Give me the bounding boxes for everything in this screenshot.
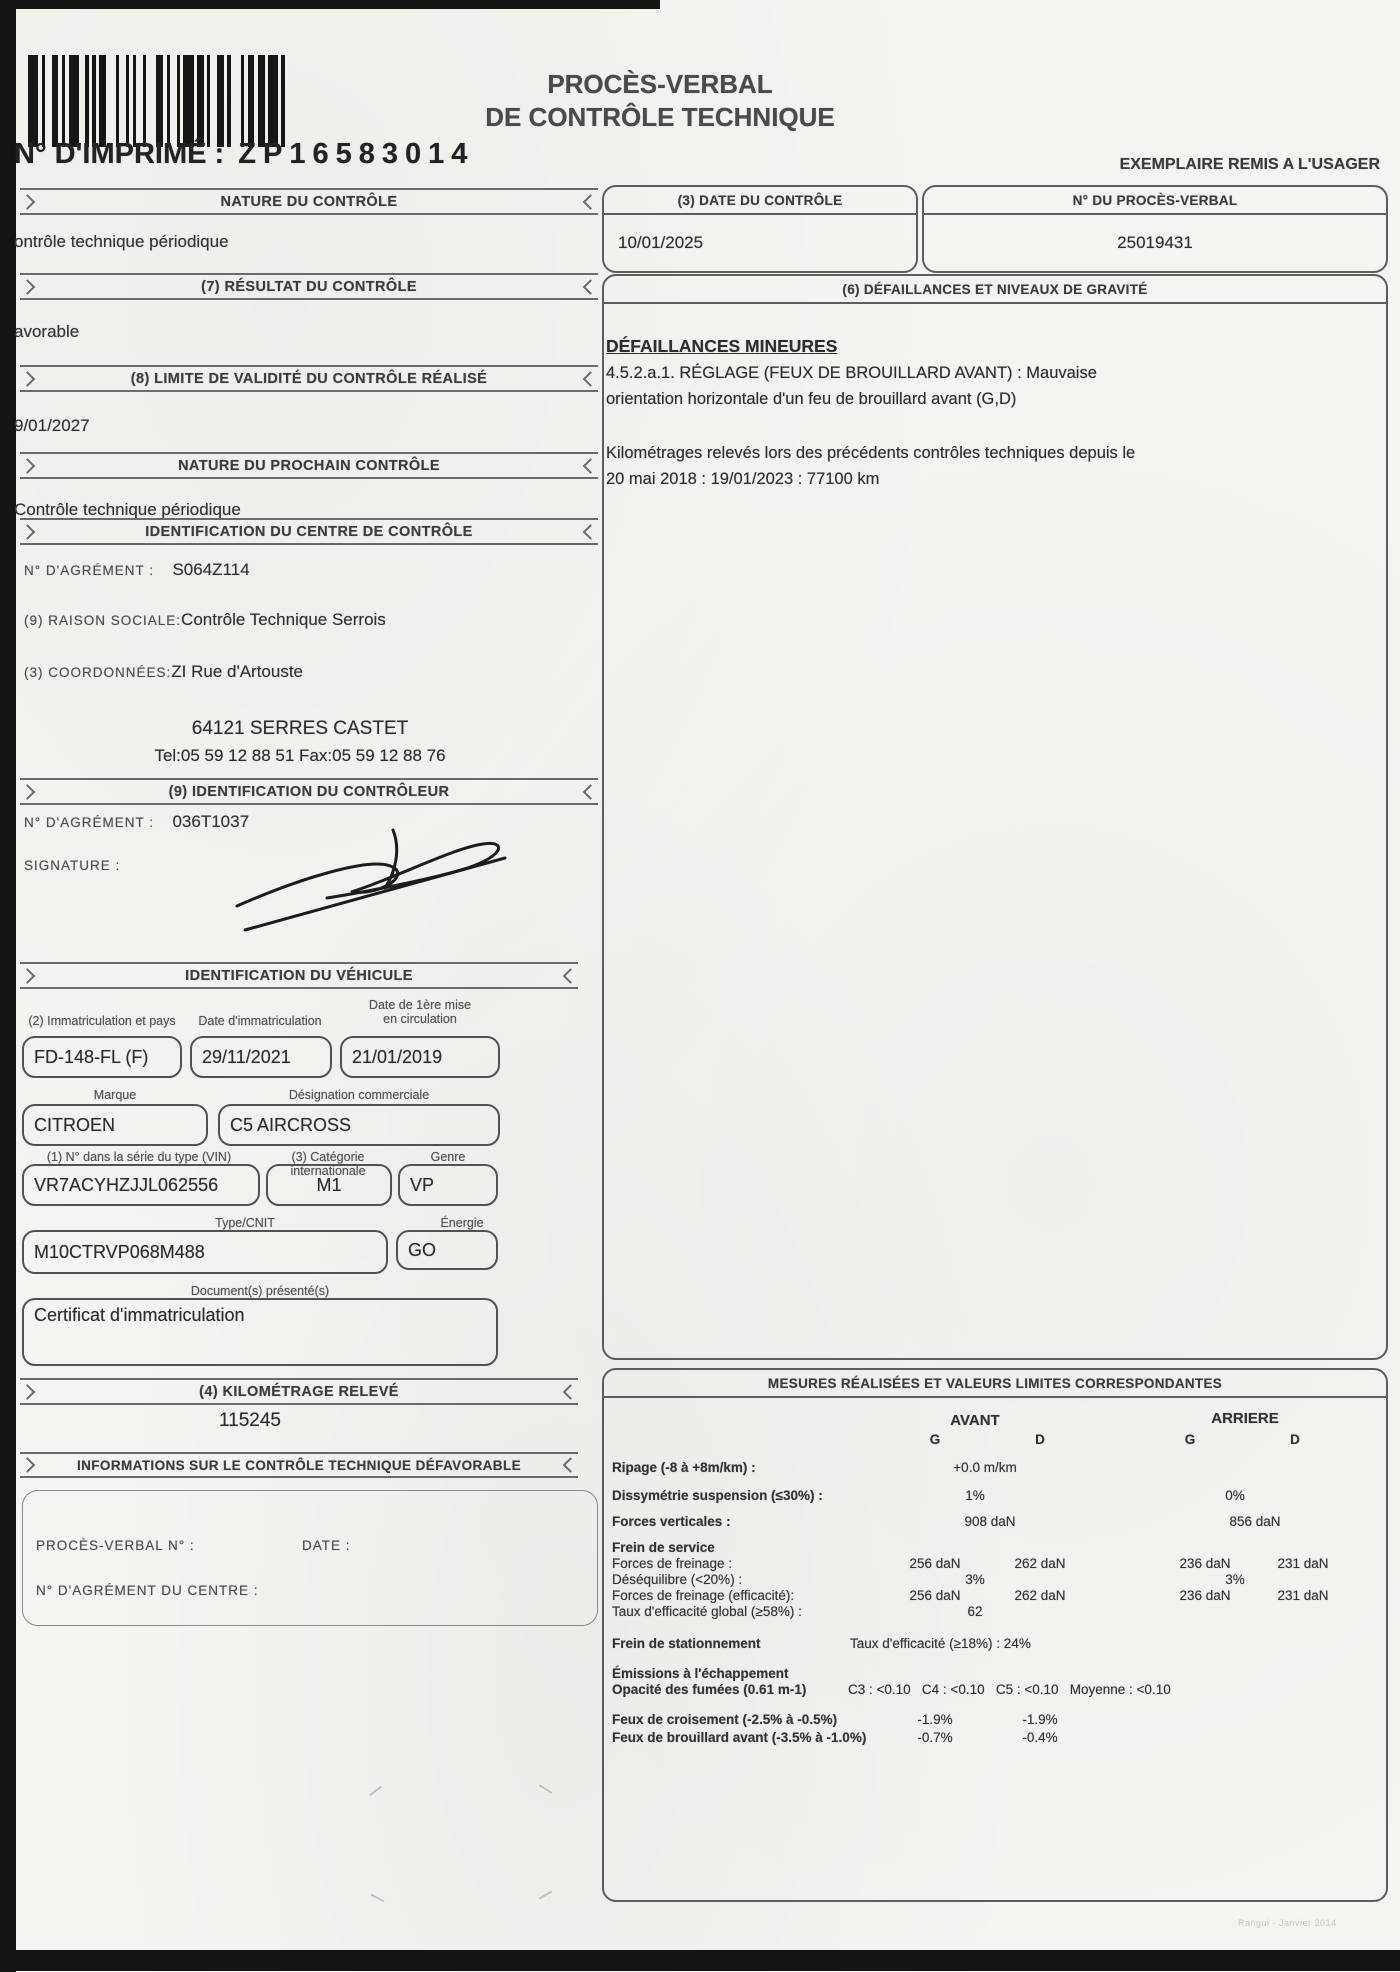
mesures-box (602, 1368, 1388, 1902)
forces-freinage-avant-d: 262 daN (1014, 1556, 1066, 1571)
energie-value-box: GO (396, 1230, 498, 1270)
section-header-controleur: (9) IDENTIFICATION DU CONTRÔLEUR (20, 778, 598, 805)
scan-edge-top (0, 0, 660, 9)
centre-agrement-value: S064Z114 (172, 560, 250, 579)
mesures-header: MESURES RÉALISÉES ET VALEURS LIMITES CORRESPONDANTES (604, 1370, 1386, 1398)
frein-stationnement-value: Taux d'efficacité (≥18%) : 24% (850, 1636, 1031, 1651)
frein-stationnement-label: Frein de stationnement (612, 1636, 761, 1651)
defaillances-km-line1: Kilométrages relevés lors des précédents contrôles techniques depuis le (606, 444, 1136, 462)
col-arriere-g: G (1184, 1432, 1196, 1447)
date-controle-value: 10/01/2025 (618, 233, 704, 252)
vin-value-box: VR7ACYHZJJL062556 (22, 1164, 260, 1206)
marque-label: Marque (93, 1088, 137, 1102)
energie-label: Énergie (440, 1216, 484, 1230)
desequilibre-label: Déséquilibre (<20%) : (612, 1572, 743, 1587)
feux-brouillard-g: -0.7% (917, 1730, 953, 1745)
print-number-value: ZP16583014 (238, 138, 475, 170)
genre-label: Genre (430, 1150, 466, 1164)
feux-brouillard-label: Feux de brouillard avant (-3.5% à -1.0%) (612, 1730, 867, 1745)
copy-note: EXEMPLAIRE REMIS A L'USAGER (1119, 156, 1380, 173)
dissymetrie-arriere: 0% (1225, 1488, 1245, 1503)
defaillances-header: (6) DÉFAILLANCES ET NIVEAUX DE GRAVITÉ (604, 276, 1386, 304)
feux-croisement-label: Feux de croisement (-2.5% à -0.5%) (612, 1712, 838, 1727)
numero-pv-header: N° DU PROCÈS-VERBAL (924, 187, 1386, 215)
taux-global-value: 62 (967, 1604, 983, 1619)
info-pv-label: PROCÈS-VERBAL N° : (36, 1538, 195, 1553)
scan-edge-left (0, 0, 16, 1972)
forces-verticales-label: Forces verticales : (612, 1514, 731, 1529)
dissymetrie-label: Dissymétrie suspension (≤30%) : (612, 1488, 823, 1503)
date-controle-box (602, 185, 918, 273)
info-date-label: DATE : (302, 1538, 351, 1553)
feux-brouillard-d: -0.4% (1022, 1730, 1058, 1745)
defaillances-gravity-title: DÉFAILLANCES MINEURES (606, 336, 838, 356)
controleur-agrement-label: N° D'AGRÉMENT : (24, 815, 154, 830)
print-number-line (14, 138, 474, 171)
defaillance-item-line1: 4.5.2.a.1. RÉGLAGE (FEUX DE BROUILLARD AVANT) : Mauvaise (606, 364, 1097, 382)
info-agrement-label: N° D'AGRÉMENT DU CENTRE : (36, 1583, 259, 1598)
defaillances-box (602, 274, 1388, 1360)
col-header-arriere: ARRIERE (1211, 1410, 1279, 1427)
footer-fine-print: Rangui - Janvier 2014 (1238, 1918, 1337, 1928)
marque-value-box: CITROEN (22, 1104, 208, 1146)
centre-agrement-line (24, 560, 250, 580)
documents-value-box: Certificat d'immatriculation (22, 1298, 498, 1366)
desequilibre-avant: 3% (965, 1572, 985, 1587)
scan-artifact-mark (539, 1890, 553, 1899)
controleur-agrement-value: 036T1037 (172, 812, 250, 831)
title-line1: PROCÈS-VERBAL (547, 69, 773, 99)
section-header-limite-validite: (8) LIMITE DE VALIDITÉ DU CONTRÔLE RÉALISÉ (20, 365, 598, 392)
scan-artifact-mark (369, 1786, 382, 1797)
categorie-value-box: M1 (266, 1164, 392, 1206)
section-header-resultat: (7) RÉSULTAT DU CONTRÔLE (20, 273, 598, 300)
defaillance-item-line2: orientation horizontale d'un feu de brouillard avant (G,D) (606, 390, 1017, 408)
section-header-nature-controle: NATURE DU CONTRÔLE (20, 188, 598, 215)
signature-label: SIGNATURE : (24, 858, 121, 873)
categorie-label: (3) Catégorie internationale (290, 1150, 366, 1178)
taux-global-label: Taux d'efficacité global (≥58%) : (612, 1604, 802, 1619)
raison-sociale-label: (9) RAISON SOCIALE: (24, 613, 182, 628)
barcode (28, 55, 292, 147)
date-immat-value-box: 29/11/2021 (190, 1036, 332, 1078)
opacite-label: Opacité des fumées (0.61 m-1) (612, 1682, 807, 1697)
kilometrage-value: 115245 (219, 1410, 281, 1431)
centre-coordonnees-line (24, 662, 303, 682)
numero-pv-value: 25019431 (1117, 233, 1193, 252)
scan-artifact-mark (539, 1784, 553, 1794)
vin-label: (1) N° dans la série du type (VIN) (46, 1150, 232, 1164)
prochain-controle-value: Contrôle technique périodique (14, 500, 241, 519)
centre-ville: 64121 SERRES CASTET (191, 718, 409, 739)
resultat-value: avorable (14, 322, 80, 341)
immat-label: (2) Immatriculation et pays (28, 1014, 176, 1028)
forces-freinage-arriere-g: 236 daN (1179, 1556, 1231, 1571)
forces-eff-avant-d: 262 daN (1014, 1588, 1066, 1603)
ripage-label: Ripage (-8 à +8m/km) : (612, 1460, 756, 1475)
type-cnit-value-box: M10CTRVP068M488 (22, 1230, 388, 1274)
numero-pv-box (922, 185, 1388, 273)
designation-label: Désignation commerciale (288, 1088, 430, 1102)
col-header-avant: AVANT (950, 1412, 1000, 1429)
forces-freinage-label: Forces de freinage : (612, 1556, 733, 1571)
desequilibre-arriere: 3% (1225, 1572, 1245, 1587)
type-cnit-label: Type/CNIT (215, 1216, 275, 1230)
scan-edge-bottom (0, 1950, 1400, 1971)
centre-tel-fax: Tel:05 59 12 88 51 Fax:05 59 12 88 76 (154, 746, 446, 765)
print-number-label: N° D'IMPRIMÉ : (14, 138, 225, 170)
forces-freinage-arriere-d: 231 daN (1277, 1556, 1329, 1571)
title-line2: DE CONTRÔLE TECHNIQUE (485, 102, 835, 132)
forces-freinage-avant-g: 256 daN (909, 1556, 961, 1571)
forces-eff-avant-g: 256 daN (909, 1588, 961, 1603)
col-avant-g: G (929, 1432, 941, 1447)
col-arriere-d: D (1290, 1432, 1300, 1447)
feux-croisement-d: -1.9% (1022, 1712, 1058, 1727)
centre-raison-sociale-line (24, 610, 386, 630)
date-mec-label: Date de 1ère mise en circulation (368, 998, 472, 1026)
section-header-prochain-controle: NATURE DU PROCHAIN CONTRÔLE (20, 452, 598, 479)
scan-artifact-mark (370, 1894, 384, 1903)
section-header-info-defavorable: INFORMATIONS SUR LE CONTRÔLE TECHNIQUE DÉFAVORABLE (20, 1452, 578, 1478)
defaillances-km-line2: 20 mai 2018 : 19/01/2023 : 77100 km (606, 470, 880, 488)
section-header-centre: IDENTIFICATION DU CENTRE DE CONTRÔLE (20, 518, 598, 545)
feux-croisement-g: -1.9% (917, 1712, 953, 1727)
document-title (480, 68, 840, 134)
nature-controle-value: ontrôle technique périodique (14, 232, 229, 251)
date-controle-header: (3) DATE DU CONTRÔLE (604, 187, 916, 215)
forces-verticales-arriere: 856 daN (1229, 1514, 1281, 1529)
forces-verticales-avant: 908 daN (964, 1514, 1016, 1529)
date-mec-value-box: 21/01/2019 (340, 1036, 500, 1078)
info-defavorable-box (22, 1490, 598, 1626)
frein-service-title: Frein de service (612, 1540, 715, 1555)
documents-label: Document(s) présenté(s) (190, 1284, 330, 1298)
dissymetrie-avant: 1% (965, 1488, 985, 1503)
immat-value-box: FD-148-FL (F) (22, 1036, 182, 1078)
limite-validite-value: 9/01/2027 (14, 416, 90, 435)
col-avant-d: D (1035, 1432, 1045, 1447)
forces-eff-arriere-d: 231 daN (1277, 1588, 1329, 1603)
section-header-kilometrage: (4) KILOMÉTRAGE RELEVÉ (20, 1378, 578, 1405)
coordonnees-value: ZI Rue d'Artouste (171, 662, 304, 681)
designation-value-box: C5 AIRCROSS (218, 1104, 500, 1146)
genre-value-box: VP (398, 1164, 498, 1206)
ripage-avant: +0.0 m/km (953, 1460, 1017, 1475)
emissions-title: Émissions à l'échappement (612, 1666, 789, 1681)
controller-signature (215, 818, 535, 943)
raison-sociale-value: Contrôle Technique Serrois (181, 610, 386, 629)
forces-eff-arriere-g: 236 daN (1179, 1588, 1231, 1603)
date-immat-label: Date d'immatriculation (198, 1014, 322, 1028)
coordonnees-label: (3) COORDONNÉES: (24, 665, 172, 680)
centre-agrement-label: N° D'AGRÉMENT : (24, 563, 154, 578)
section-header-vehicule: IDENTIFICATION DU VÉHICULE (20, 962, 578, 989)
forces-eff-label: Forces de freinage (efficacité): (612, 1588, 795, 1603)
opacite-values: C3 : <0.10 C4 : <0.10 C5 : <0.10 Moyenne : <0.10 (848, 1682, 1171, 1697)
